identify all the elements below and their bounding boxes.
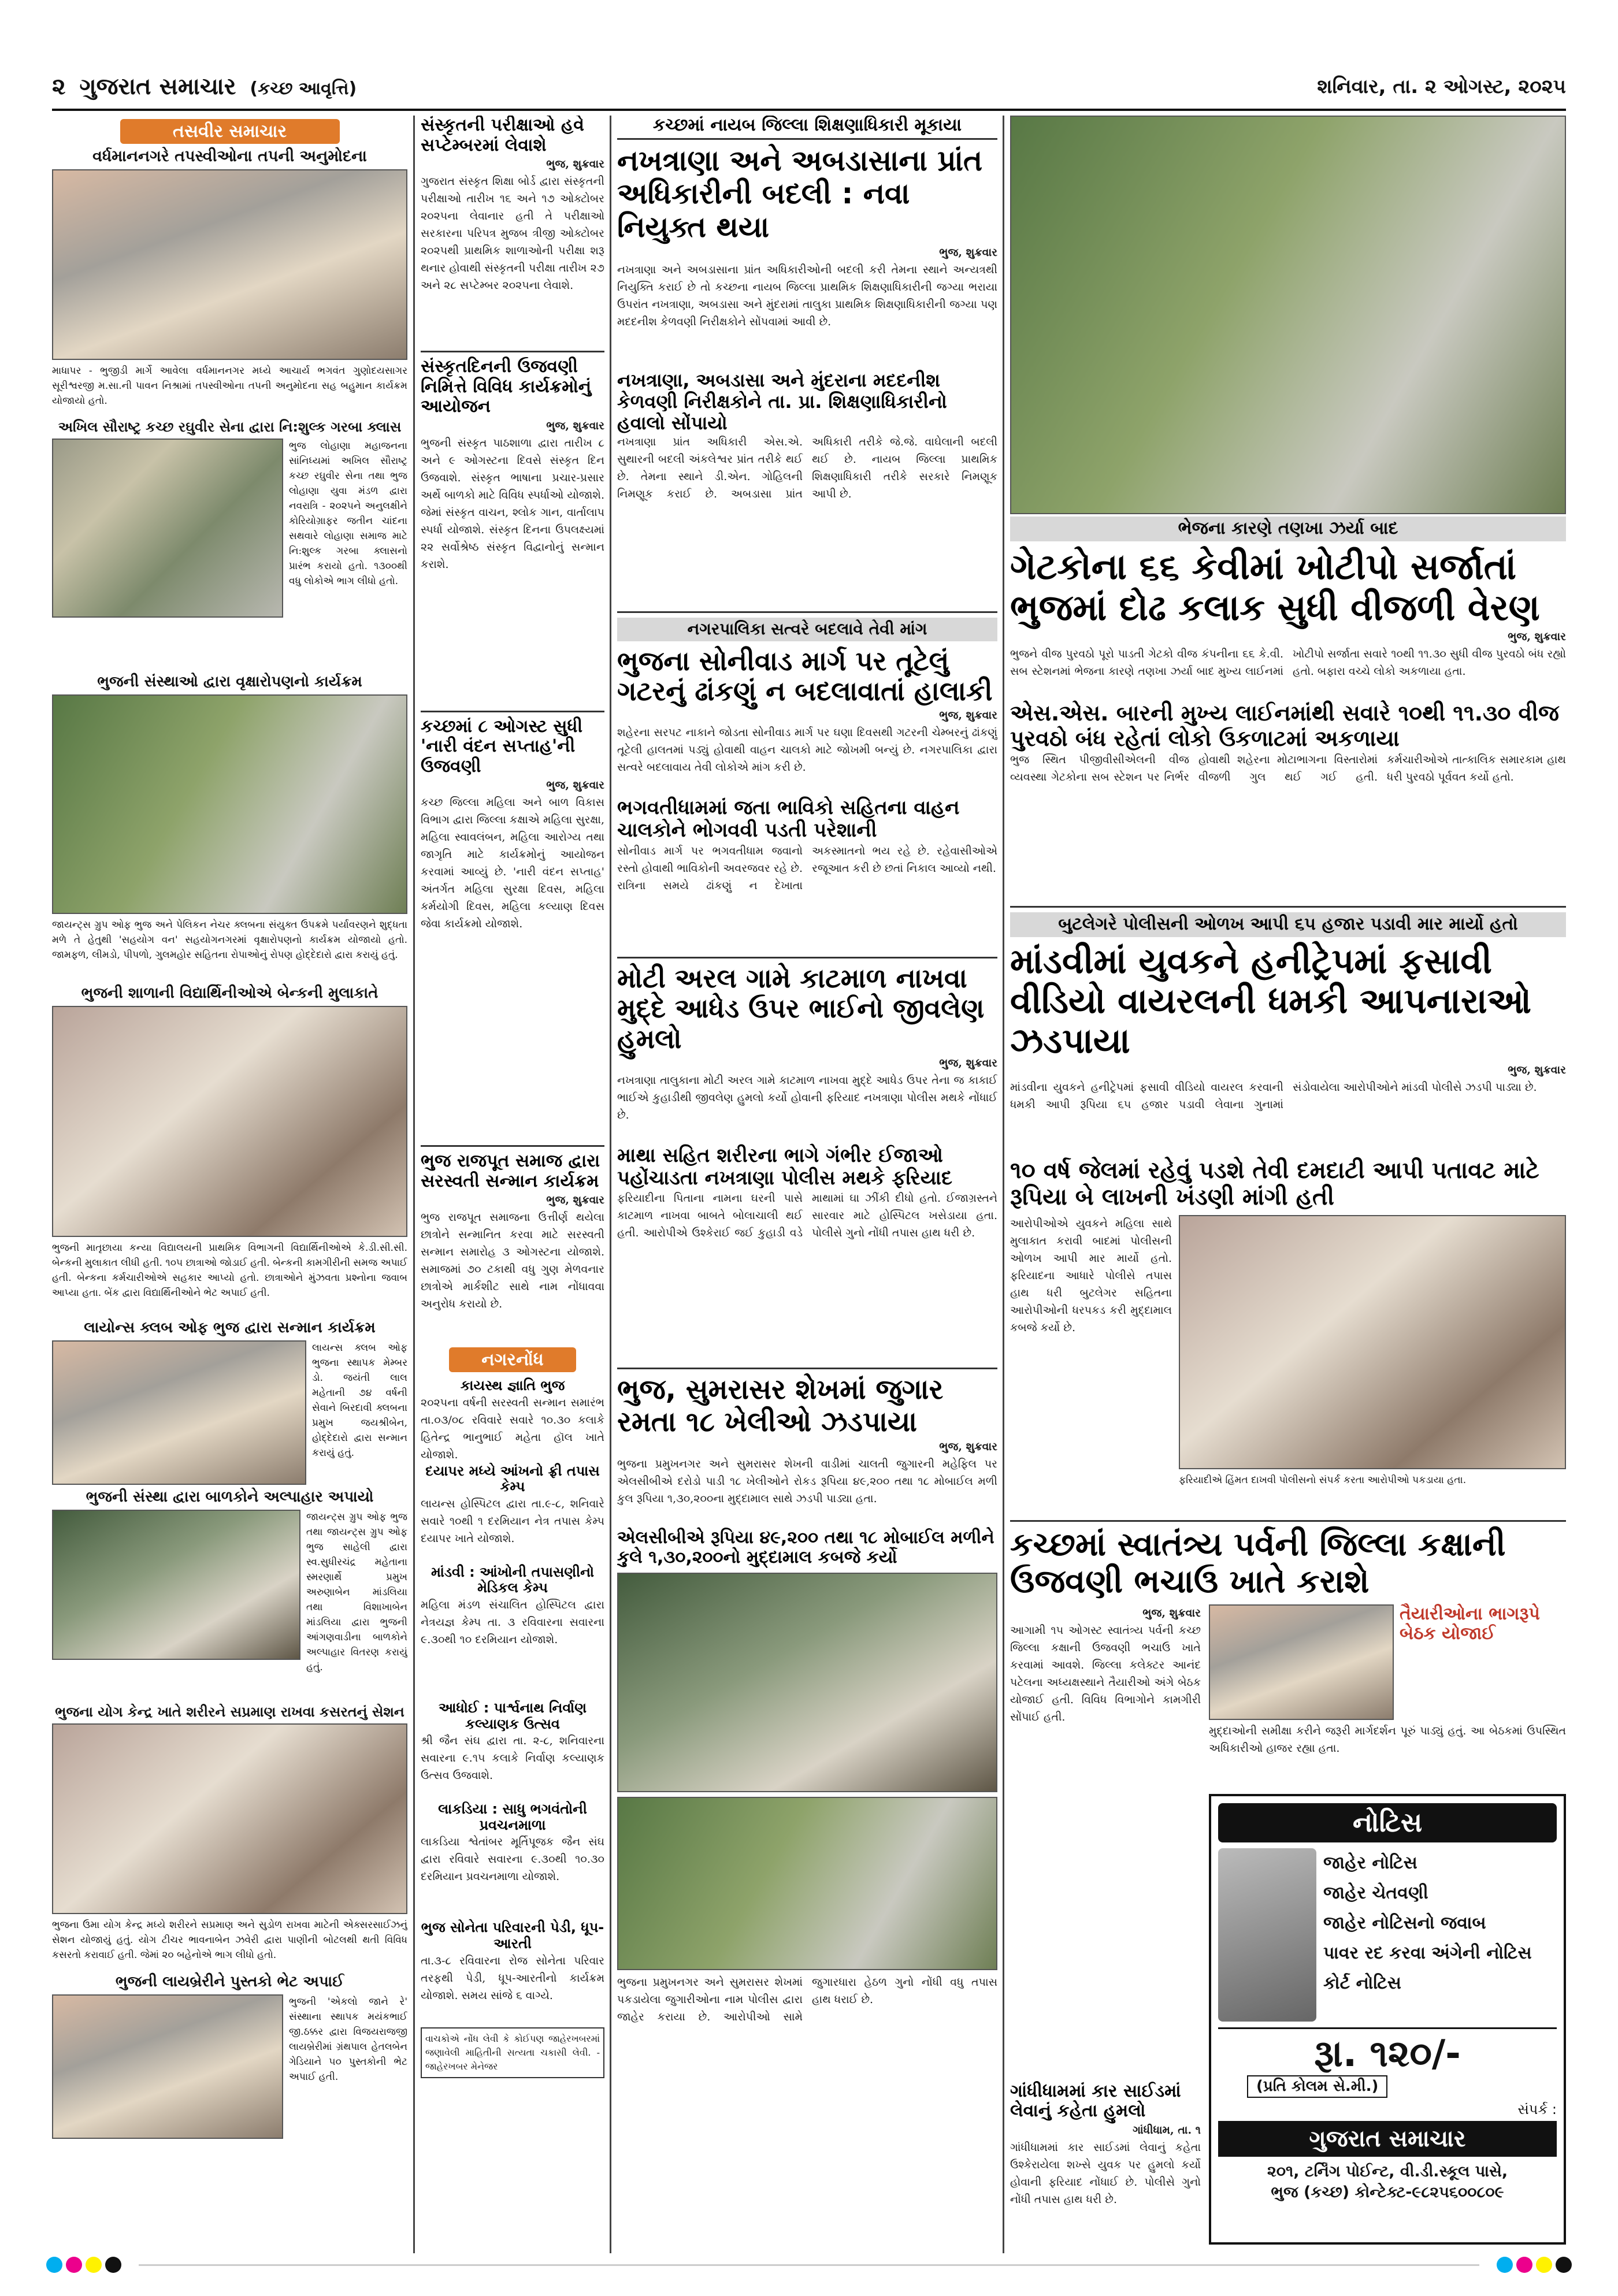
notice-item: જાહેર નોટિસ [1323, 1852, 1417, 1873]
article-body: ભુજના પ્રમુખનગર અને સુમરાસર શેખમાં પકડાયેલા જુગારીઓના નામ પોલીસ દ્વારા જાહેર કરાયા છે. આરોપીઓ સામે જુગારધારા હેઠળ ગુનો નોંધી વધુ તપાસ હાથ ધરાઈ છે. [617, 1975, 997, 2023]
kicker: નગરપાલિકા સત્વરે બદલાવે તેવી માંગ [617, 618, 997, 641]
subheadline: નખત્રાણા, અબડાસા અને મુંદરાના મદદનીશ કેળવણી નિરીક્ષકોને તા. પ્રા. શિક્ષણાધિકારીનો હવાલો સોંપાયો [617, 369, 947, 434]
notice-item: જાહેર ચેતવણી [1323, 1882, 1428, 1903]
article-body: નખત્રાણા પ્રાંત અધિકારી એસ.એ. સુથારની બદલી અંકલેશ્વર પ્રાંત તરીકે થઈ છે. તેમના સ્થાને ડી.એન. ગોહિલની નિમણૂક કરાઈ છે. અબડાસા પ્રાંત અધિકારી તરીકે જે.જે. વાઘેલાની બદલી થઈ છે. નાયબ જિલ્લા પ્રાથમિક શિક્ષણાધિકારી તરીકે સરકારે નિમણૂક આપી છે. [617, 436, 997, 501]
photo [52, 1994, 283, 2139]
photo [617, 1797, 997, 1970]
photo [52, 1006, 407, 1237]
item-row [52, 1340, 407, 1485]
note-head: આધોઈ : પાર્શ્વનાથ નિર્વાણ કલ્યાણક ઉત્સવ [438, 1699, 587, 1732]
item-caption: ભુજ લોહાણા મહાજનના સાંનિધ્યમાં અખિલ સૌરાષ્ટ્ર કચ્છ રઘુવીર સેના તથા ભુજ લોહાણા યુવા મંડળ દ્વારા નવરાત્રિ - ૨૦૨૫ને અનુલક્ષીને કોરિયોગ્રાફર જતીન ચાંદના સથવારે લોહાણા સમાજ માટે નિ:શુલ્ક ગરબા ક્લાસનો પ્રારંભ કરાયો હતો. ૧૩૦૦થી વધુ લોકોએ ભાગ લીધો હતો. [289, 440, 407, 587]
item-row [52, 439, 407, 670]
nagarnondh-tag: નગરનોંધ [449, 1347, 576, 1372]
magenta-dot [66, 2257, 82, 2273]
headline: માંડવીમાં યુવકને હનીટ્રેપમાં ફસાવી વીડિયો વાયરલની ધમકી આપનારાઓ ઝડપાયા [1010, 941, 1531, 1061]
subheadline: ગાંધીધામમાં કાર સાઈડમાં લેવાનું કહેતા હુમલો [1010, 2080, 1181, 2122]
column-1 [52, 116, 407, 2253]
side-text [1400, 1604, 1566, 1720]
photo-caption: ભેજના કારણે તણખા ઝર્યા બાદ [1010, 517, 1566, 541]
headline: સંસ્કૃતદિનની ઉજવણી નિમિત્તે વિવિધ કાર્યક્રમોનું આયોજન [421, 356, 592, 417]
divider [1010, 1520, 1566, 1522]
notice-item: જાહેર નોટિસનો જવાબ [1323, 1912, 1486, 1933]
divider [1010, 906, 1566, 908]
item-title: ભુજની શાળાની વિદ્યાર્થિનીઓએ બેન્કની મુલાકાતે [52, 984, 407, 1002]
notice-contact: ભુજ (કચ્છ) કોન્ટેક્ટ-૯૮૨૫૬૦૦૮૦૯ [1271, 2183, 1504, 2201]
ad-disclaimer: વાચકોએ નોંધ લેવી કે કોઈપણ જાહેરખબરમાં જણાવેલી માહિતીની સત્યતા ચકાસી લેવી. - જાહેરખબર મેનેજર [421, 2027, 604, 2078]
photo [1209, 1604, 1394, 1720]
note-head: દયાપર મધ્યે આંખનો ફ્રી તપાસ કેમ્પ [425, 1462, 600, 1495]
item-title: વર્ધમાનનગરે તપસ્વીઓના તપની અનુમોદના [52, 147, 407, 166]
item-title: અખિલ સૌરાષ્ટ્ર કચ્છ રઘુવીર સેના દ્વારા નિ:શુલ્ક ગરબા ક્લાસ [52, 419, 407, 435]
article-body: ભુજ સ્થિત પીજીવીસીએલની વીજ વ્યવસ્થા ગેટકોના સબ સ્ટેશન પર નિર્ભર હોવાથી શહેરના મોટાભાગના વિસ્તારોમાં વીજળી ગુલ થઈ ગઈ હતી. કર્મચારીઓએ તાત્કાલિક સમારકામ હાથ ધરી પુરવઠો પૂર્વવત કર્યો હતો. [1010, 753, 1566, 784]
magenta-dot [1516, 2257, 1532, 2273]
dateline: ભુજ, શુક્રવાર [546, 779, 604, 792]
headline: ભુજ, સુમરાસર શેખમાં જુગાર રમતા ૧૮ ખેલીઓ ઝડપાયા [617, 1373, 944, 1438]
dateline: ભુજ, શુક્રવાર [939, 1057, 997, 1070]
photo [1179, 1215, 1566, 1469]
note-body: ૨૦૨૫ના વર્ષની સરસ્વતી સન્માન સમારંભ તા.૦૩/૦૮ રવિવારે સવારે ૧૦.૩૦ કલાકે હિતેન્દ્ર ભાનુભાઈ મહેતા હૉલ ખાતે યોજાશે. [421, 1396, 604, 1461]
column-4 [1010, 116, 1566, 2253]
note-body: તા.૩-૮ રવિવારના રોજ સોનેતા પરિવાર તરફથી પેડી, ધૂપ-આરતીનો કાર્યક્રમ યોજાશે. સમય સાંજે ૬ વાગ્યે. [421, 1954, 604, 2002]
column-rule [610, 116, 611, 2253]
note-body: લાયન્સ હોસ્પિટલ દ્વારા તા.૯-૮, શનિવારે સવારે ૧૦થી ૧ દરમિયાન નેત્ર તપાસ કેમ્પ દયાપર ખાતે યોજાશે. [421, 1497, 604, 1545]
item-title: ભુજની લાયબ્રેરીને પુસ્તકો ભેટ અપાઈ [52, 1973, 407, 1991]
hand-icon [1218, 1848, 1316, 2022]
subheadline: માથા સહિત શરીરના ભાગે ગંભીર ઈજાઓ પહોંચાડતા નખત્રાણા પોલીસ મથકે ફરિયાદ [617, 1144, 952, 1190]
article-row [1010, 1604, 1566, 2245]
article-body: આરોપીઓએ યુવકને મહિલા સાથે મુલાકાત કરાવી બાદમાં પોલીસની ઓળખ આપી માર માર્યો હતો. ફરિયાદના આધારે પોલીસે તપાસ હાથ ધરી બુટલેગર સહિતના આરોપીઓની ધરપકડ કરી મુદ્દામાલ કબજે કર્યો છે. [1010, 1217, 1172, 1334]
kicker: કચ્છમાં નાયબ જિલ્લા શિક્ષણાધિકારી મૂકાયા [617, 116, 997, 140]
article-body: ભુજના પ્રમુખનગર અને સુમરાસર શેખની વાડીમાં ચાલતી જુગારની મહેફિલ પર એલસીબીએ દરોડો પાડી ૧૮ ખેલીઓને રોકડ રૂપિયા ૪૯,૨૦૦ તથા ૧૮ મોબાઈલ મળી કુલ રૂપિયા ૧,૩૦,૨૦૦ના મુદ્દામાલ સાથે ઝડપી પાડ્યા હતા. [617, 1457, 997, 1505]
item-caption: જાયન્ટ્સ ગ્રુપ ઓફ ભુજ તથા જાયન્ટ્સ ગ્રુપ ઓફ ભુજ સાહેલી દ્વારા સ્વ.સુધીરચંદ્ર મહેતાના સ્મરણાર્થે પ્રમુખ અરુણાબેન માંડલિયા તથા વિશાખાબેન માંડલિયા દ્વારા ભુજની આંગણવાડીના બાળકોને અલ્પાહાર વિતરણ કરાયું હતું. [306, 1511, 407, 1673]
article-body: સોનીવાડ માર્ગ પર ભગવતીધામ જવાનો રસ્તો હોવાથી ભાવિકોની અવરજવર રહે છે. રાત્રિના સમયે ઢાંકણું ન દેખાતા અકસ્માતનો ભય રહે છે. રહેવાસીઓએ રજૂઆત કરી છે છતાં નિકાલ આવ્યો નથી. [617, 844, 997, 892]
article-body: માંડવીના યુવકને હનીટ્રેપમાં ફસાવી વીડિયો વાયરલ કરવાની ધમકી આપી રૂપિયા ૬૫ હજાર પડાવી લેવાના ગુનામાં સંડોવાયેલા આરોપીઓને માંડવી પોલીસે ઝડપી પાડ્યા છે. [1010, 1080, 1537, 1111]
print-registration-marks [0, 2253, 1618, 2276]
subheadline: એસ.એસ. બારની મુખ્ય લાઈનમાંથી સવારે ૧૦થી ૧૧.૩૦ વીજ પુરવઠો બંધ રહેતાં લોકો ઉકળાટમાં અકળાયા [1010, 700, 1559, 751]
headline: મોટી અરલ ગામે કાટમાળ નાખવા મુદ્દે આધેડ ઉપર ભાઈનો જીવલેણ હુમલો [617, 962, 985, 1055]
dateline: ભુજ, શુક્રવાર [1508, 1063, 1566, 1076]
notice-brand: ગુજરાત સમાચાર [1218, 2121, 1557, 2157]
headline: ભુજ રાજપૂત સમાજ દ્વારા સરસ્વતી સન્માન કાર્યક્રમ [421, 1151, 600, 1191]
yellow-dot [86, 2257, 102, 2273]
article-body: નખત્રાણા અને અબડાસાના પ્રાંત અધિકારીઓની બદલી કરી તેમના સ્થાને અન્યત્રથી નિયુક્તિ કરાઈ છે તો કચ્છના નાયબ જિલ્લા પ્રાથમિક શિક્ષણાધિકારીની જગ્યા ભરાયા ઉપરાંત નખત્રાણા, અબડાસા અને મુંદરામાં તાલુકા પ્રાથમિક શિક્ષણાધિકારીની જગ્યા પણ મદદનીશ કેળવણી નિરીક્ષકોને સોંપવામાં આવી છે. [617, 263, 997, 328]
divider [617, 1368, 997, 1369]
notice-ad [1209, 1794, 1566, 2245]
issue-date: શનિવાર, તા. ૨ ઓગસ્ટ, ૨૦૨૫ [1317, 75, 1566, 98]
dateline: ભુજ, શુક્રવાર [1508, 630, 1566, 644]
cyan-dot [1497, 2257, 1513, 2273]
dateline: ગાંધીધામ, તા. ૧ [1133, 2123, 1201, 2137]
headline: ગેટકોના ૬૬ કેવીમાં ખોટીપો સર્જાતાં ભુજમાં દોઢ કલાક સુધી વીજળી વેરણ [1010, 545, 1540, 629]
photo [52, 1723, 407, 1914]
headline: નખત્રાણા અને અબડાસાના પ્રાંત અધિકારીની બદલી : નવા નિયુક્ત થયા [617, 143, 983, 244]
divider [421, 351, 604, 352]
column-rule [413, 116, 415, 2253]
cyan-dot [46, 2257, 62, 2273]
notice-title: નોટિસ [1218, 1803, 1557, 1842]
dateline: ભુજ, શુક્રવાર [939, 246, 997, 259]
article-body: મુદ્દાઓની સમીક્ષા કરીને જરૂરી માર્ગદર્શન પૂરું પાડ્યું હતું. આ બેઠકમાં ઉપસ્થિત અધિકારીઓ હાજર રહ્યા હતા. [1209, 1724, 1566, 1755]
item-caption: લાયન્સ ક્લબ ઓફ ભુજના સ્થાપક મેમ્બર ડો. જયંતી લાલ મહેતાની ૭૪ વર્ષની સેવાને બિરદાવી ક્લબના પ્રમુખ જયશ્રીબેન, હોદ્દેદારો દ્વારા સન્માન કરાયું હતું. [312, 1342, 407, 1459]
divider [421, 1145, 604, 1147]
note-head: લાકડિયા : સાધુ ભગવંતોની પ્રવચનમાળા [438, 1801, 587, 1833]
masthead-rule [52, 109, 1566, 111]
article-row [1010, 1215, 1566, 1515]
item-title: લાયોન્સ ક્લબ ઓફ ભુજ દ્વારા સન્માન કાર્યક્રમ [52, 1319, 407, 1337]
kicker: બુટલેગરે પોલીસની ઓળખ આપી ૬૫ હજાર પડાવી માર માર્યો હતો [1010, 912, 1566, 937]
note-body: મહિલા મંડળ સંચાલિત હોસ્પિટલ દ્વારા નેત્રયજ્ઞ કેમ્પ તા. ૩ રવિવારના સવારના ૯.૩૦થી ૧૦ દરમિયાન યોજાશે. [421, 1598, 604, 1646]
masthead-left [52, 73, 357, 100]
page-number: ૨ [52, 73, 66, 100]
edition: (કચ્છ આવૃત્તિ) [250, 79, 357, 99]
note-head: કાયસ્થ જ્ઞાતિ ભુજ [460, 1377, 565, 1394]
item-title: ભુજના યોગ કેન્દ્ર ખાતે શરીરને સપ્રમાણ રાખવા કસરતનું સેશન [52, 1704, 407, 1720]
headline: સંસ્કૃતની પરીક્ષાઓ હવે સપ્ટેમ્બરમાં લેવાશે [421, 116, 584, 155]
section-tag: તસવીર સમાચાર [120, 119, 340, 144]
side-row [1209, 1604, 1566, 1720]
article-body: ભુજને વીજ પુરવઠો પૂરો પાડતી ગેટકો વીજ કંપનીના ૬૬ કે.વી. સબ સ્ટેશનમાં ભેજના કારણે તણખા ઝર્યા બાદ મુખ્ય લાઈનમાં ખોટીપો સર્જાતા સવારે ૧૦થી ૧૧.૩૦ સુધી વીજ પુરવઠો બંધ રહ્યો હતો. બફારા વચ્ચે લોકો અકળાયા હતા. [1010, 648, 1566, 678]
side-head: તૈયારીઓના ભાગરૂપે બેઠક યોજાઈ [1400, 1603, 1540, 1644]
column-rule [1003, 116, 1004, 2253]
headline: કચ્છમાં ૮ ઓગસ્ટ સુધી 'નારી વંદન સપ્તાહ'ની ઉજવણી [421, 716, 583, 777]
cmyk-marks-left [46, 2257, 121, 2273]
notice-list [1316, 1848, 1557, 2022]
headline: ભુજના સોનીવાડ માર્ગ પર તૂટેલું ગટરનું ઢાંકણું ન બદલાવાતાં હાલાકી [617, 645, 993, 707]
notice-price: રૂા. ૧૨૦/- [1218, 2027, 1557, 2075]
side-block [1209, 1604, 1566, 2245]
notice-item: કોર્ટ નોટિસ [1323, 1972, 1401, 1993]
article-body: આગામી ૧૫ ઓગસ્ટ સ્વાતંત્ર્ય પર્વની કચ્છ જિલ્લા કક્ષાની ઉજવણી ભચાઉ ખાતે કરવામાં આવશે. જિલ્લા કલેક્ટર આનંદ પટેલના અધ્યક્ષસ્થાને તૈયારીઓ અંગે બેઠક યોજાઈ હતી. વિવિધ વિભાગોને કામગીરી સોંપાઈ હતી. [1010, 1623, 1201, 1723]
note-head: ભુજ સોનેતા પરિવારની પેડી, ધૂપ-આરતી [421, 1919, 604, 1952]
black-dot [1556, 2257, 1572, 2273]
note-body: લાકડિયા શ્વેતાંબર મૂર્તિપૂજક જૈન સંઘ દ્વારા રવિવારે સવારના ૯.૩૦થી ૧૦.૩૦ દરમિયાન પ્રવચનમાળા યોજાશે. [421, 1836, 604, 1883]
photo [52, 694, 407, 914]
yellow-dot [1536, 2257, 1552, 2273]
dateline: ભુજ, શુક્રવાર [546, 1194, 604, 1206]
item-caption: ભુજની 'એકલો જાને રે' સંસ્થાના સ્થાપક મયંકભાઈ જી.ઠક્કર દ્વારા વિજયરાજજી લાયબ્રેરીમાં ગ્રંથપાલ હેતલબેન ગેડિયાને ૫૦ પુસ્તકોની ભેટ અપાઈ હતી. [289, 1996, 407, 2083]
note-head: માંડવી : આંખોની તપાસણીનો મેડિકલ કેમ્પ [431, 1563, 594, 1596]
headline: કચ્છમાં સ્વાતંત્ર્ય પર્વની જિલ્લા કક્ષાની ઉજવણી ભચાઉ ખાતે કરાશે [1010, 1525, 1506, 1601]
article-body: ગુજરાત સંસ્કૃત શિક્ષા બોર્ડ દ્વારા સંસ્કૃતની પરીક્ષાઓ તારીખ ૧૬ અને ૧૭ ઓક્ટોબર ૨૦૨૫ના લેવાનાર હતી તે પરીક્ષાઓ સરકારના પરિપત્ર મુજબ ત્રીજી ઓક્ટોબર ૨૦૨૫થી પ્રાથમિક શાળાઓની પરીક્ષા શરૂ થનાર હોવાથી સંસ્કૃતની પરીક્ષા તારીખ ૨૭ અને ૨૮ સપ્ટેમ્બર ૨૦૨૫ના લેવાશે. [421, 175, 604, 292]
article-body: ગાંધીધામમાં કાર સાઈડમાં લેવાનું કહેતા ઉશ્કેરાયેલા શખ્સે યુવક પર હુમલો કર્યો હોવાની ફરિયાદ નોંધાઈ છે. પોલીસે ગુનો નોંધી તપાસ હાથ ધરી છે. [1010, 2141, 1201, 2206]
photo-caption-text: ફરિયાદીએ હિંમત દાખવી પોલીસનો સંપર્ક કરતા આરોપીઓ પકડાયા હતા. [1179, 1474, 1467, 1486]
paper-name: ગુજરાત સમાચાર [79, 73, 236, 100]
subheadline: એલસીબીએ રૂપિયા ૪૯,૨૦૦ તથા ૧૮ મોબાઈલ મળીને કુલે ૧,૩૦,૨૦૦નો મુદ્દામાલ કબજે કર્યો [617, 1527, 994, 1568]
item-row [52, 1994, 407, 2139]
item-caption: માધાપર - ભુજીડી માર્ગે આવેલા વર્ધમાનનગર મધ્યે આચાર્ય ભગવંત ગુણોદયસાગર સૂરીશ્વરજી મ.સા.ની પાવન નિશ્રામાં તપસ્વીઓના તપની અનુમોદના સહ બહુમાન કાર્યક્રમ યોજાયો હતો. [52, 365, 407, 407]
photo-block [1179, 1215, 1566, 1515]
photo [52, 1340, 306, 1485]
dateline: ભુજ, શુક્રવાર [1142, 1606, 1201, 1619]
notice-item: પાવર રદ કરવા અંગેની નોટિસ [1323, 1942, 1532, 1963]
article-body: શહેરના સરપટ નાકાને જોડતા સોનીવાડ માર્ગ પર ઘણા દિવસથી ગટરની ચેમ્બરનું ઢાંકણું તૂટેલી હાલતમાં પડ્યું હોવાથી વાહન ચાલકો માટે જોખમી બન્યું છે. નગરપાલિકા દ્વારા સત્વરે બદલાવાય તેવી લોકોએ માંગ કરી છે. [617, 726, 997, 774]
divider [617, 957, 997, 958]
photo [52, 1510, 300, 1660]
photo [52, 169, 407, 360]
notice-address: ૨૦૧, ટર્નિંગ પોઈન્ટ, વી.ડી.સ્કૂલ પાસે, [1267, 2162, 1508, 2180]
dateline: ભુજ, શુક્રવાર [546, 419, 604, 432]
article-body: કચ્છ જિલ્લા મહિલા અને બાળ વિકાસ વિભાગ દ્વારા જિલ્લા કક્ષાએ મહિલા સુરક્ષા, મહિલા સ્વાવલંબન, મહિલા આરોગ્ય તથા જાગૃતિ માટે કાર્યક્રમોનું આયોજન કરવામાં આવ્યું છે. 'નારી વંદન સપ્તાહ' અંતર્ગત મહિલા સુરક્ષા દિવસ, મહિલા કર્મયોગી દિવસ, મહિલા કલ્યાણ દિવસ જેવા કાર્યક્રમો યોજાશે. [421, 796, 604, 930]
contact-label: સંપર્ક : [1517, 2101, 1557, 2117]
print-bar [139, 2264, 1479, 2266]
item-title: ભુજની સંસ્થા દ્વારા બાળકોને અલ્પાહાર અપાયો [52, 1488, 407, 1506]
notice-body [1218, 1848, 1557, 2022]
item-caption: ભુજના ઉમા યોગ કેન્દ્ર મધ્યે શરીરને સપ્રમાણ અને સુડોળ રાખવા માટેની એક્સરસાઈઝનું સેશન યોજાયું હતું. યોગ ટીચર ભાવનાબેન ઝવેરી દ્વારા પાણીની બોટલથી થતી વિવિધ કસરતો કરાવાઈ હતી. જેમાં ૨૦ બહેનોએ ભાગ લીધો હતો. [52, 1919, 407, 1961]
article-body: ફરિયાદીના પિતાના નામના ઘરની પાસે કાટમાળ નાખવા બાબતે બોલાચાલી થઈ હતી. આરોપીએ ઉશ્કેરાઈ જઈ કુહાડી વડે માથામાં ઘા ઝીંકી દીધો હતો. ઈજાગ્રસ્તને સારવાર માટે હોસ્પિટલ ખસેડાયા હતા. પોલીસે ગુનો નોંધી તપાસ હાથ ધરી છે. [617, 1192, 997, 1240]
dateline: ભુજ, શુક્રવાર [939, 1440, 997, 1453]
article-body: નખત્રાણા તાલુકાના મોટી અરલ ગામે કાટમાળ નાખવા મુદ્દે આધેડ ઉપર તેના જ કાકાઈ ભાઈએ કુહાડીથી જીવલેણ હુમલો કર્યો હોવાની ફરિયાદ નખત્રાણા પોલીસ મથકે નોંધાઈ છે. [617, 1074, 997, 1122]
photo [52, 439, 283, 618]
divider [617, 611, 997, 613]
note-body: શ્રી જૈન સંઘ દ્વારા તા. ૨-૮, શનિવારના સવારના ૯.૧૫ કલાકે નિર્વાણ કલ્યાણક ઉત્સવ ઉજવાશે. [421, 1734, 604, 1782]
cmyk-marks-right [1497, 2257, 1572, 2273]
photo [1010, 116, 1566, 514]
item-row [52, 1510, 407, 1700]
dateline: ભુજ, શુક્રવાર [939, 709, 997, 722]
item-caption: જાયન્ટ્સ ગ્રુપ ઓફ ભુજ અને પેલિકન નેચર ક્લબના સંયુક્ત ઉપક્રમે પર્યાવરણને શુદ્ધતા મળે તે હેતુથી 'સહયોગ વન' સહયોગનગરમાં વૃક્ષારોપણનો કાર્યક્રમ યોજાયો હતો. જામફળ, લીમડો, પીપળો, ગુલમહોર સહિતના રોપાઓનું રોપણ હોદ્દેદારો દ્વારા કરાયું હતું. [52, 919, 407, 961]
divider [421, 711, 604, 712]
item-caption: ભુજની માતૃછાયા કન્યા વિદ્યાલયની પ્રાથમિક વિભાગની વિદ્યાર્થિનીઓએ કે.ડી.સી.સી. બેન્કની મુલાકાત લીધી હતી. ૧૦૫ છાત્રાઓ જોડાઈ હતી. બેન્કની કામગીરીની સમજ અપાઈ હતી. બેન્કના કર્મચારીઓએ સહકાર આપ્યો હતો. છાત્રાઓને મુંઝવતા પ્રશ્નોના જવાબ આપ્યા હતા. બેંક દ્વારા વિદ્યાર્થિનીઓને ભેટ અપાઈ હતી. [52, 1242, 407, 1299]
subheadline: ભગવતીધામમાં જતા ભાવિકો સહિતના વાહન ચાલકોને ભોગવવી પડતી પરેશાની [617, 796, 960, 842]
column-2 [421, 116, 604, 2253]
article-body: ભુજની સંસ્કૃત પાઠશાળા દ્વારા તારીખ ૮ અને ૯ ઓગસ્ટના દિવસે સંસ્કૃત દિન ઉજવાશે. સંસ્કૃત ભાષાના પ્રચાર-પ્રસાર અર્થે બાળકો માટે વિવિધ સ્પર્ધાઓ યોજાશે. જેમાં સંસ્કૃત વાચન, શ્લોક ગાન, વાર્તાલાપ સ્પર્ધા યોજાશે. સંસ્કૃત દિનના ઉપલક્ષ્યમાં ૨૨ સર્વોશ્રેષ્ઠ સંસ્કૃત વિદ્વાનોનું સન્માન કરાશે. [421, 436, 604, 571]
article-text-block [1010, 1604, 1201, 2245]
photo [617, 1573, 997, 1792]
notice-price-note: (પ્રતિ કોલમ સે.મી.) [1247, 2075, 1387, 2098]
article-body: ભુજ રાજપૂત સમાજના ઉત્તીર્ણ થયેલા છાત્રોને સન્માનિત કરવા માટે સરસ્વતી સન્માન સમારોહ ૩ ઓગસ્ટના યોજાશે. સમાજમાં ૭૦ ટકાથી વધુ ગુણ મેળવનાર છાત્રોએ માર્કશીટ સાથે નામ નોંધાવવા અનુરોધ કરાયો છે. [421, 1211, 604, 1310]
dateline: ભુજ, શુક્રવાર [546, 158, 604, 170]
black-dot [105, 2257, 121, 2273]
subheadline: ૧૦ વર્ષ જેલમાં રહેવું પડશે તેવી દમદાટી આપી પતાવટ માટે રૂપિયા બે લાખની ખંડણી માંગી હતી [1010, 1157, 1539, 1210]
item-title: ભુજની સંસ્થાઓ દ્વારા વૃક્ષારોપણનો કાર્યક્રમ [52, 673, 407, 691]
column-3 [617, 116, 997, 2253]
notes-list [421, 1378, 604, 2022]
masthead [52, 66, 1566, 107]
